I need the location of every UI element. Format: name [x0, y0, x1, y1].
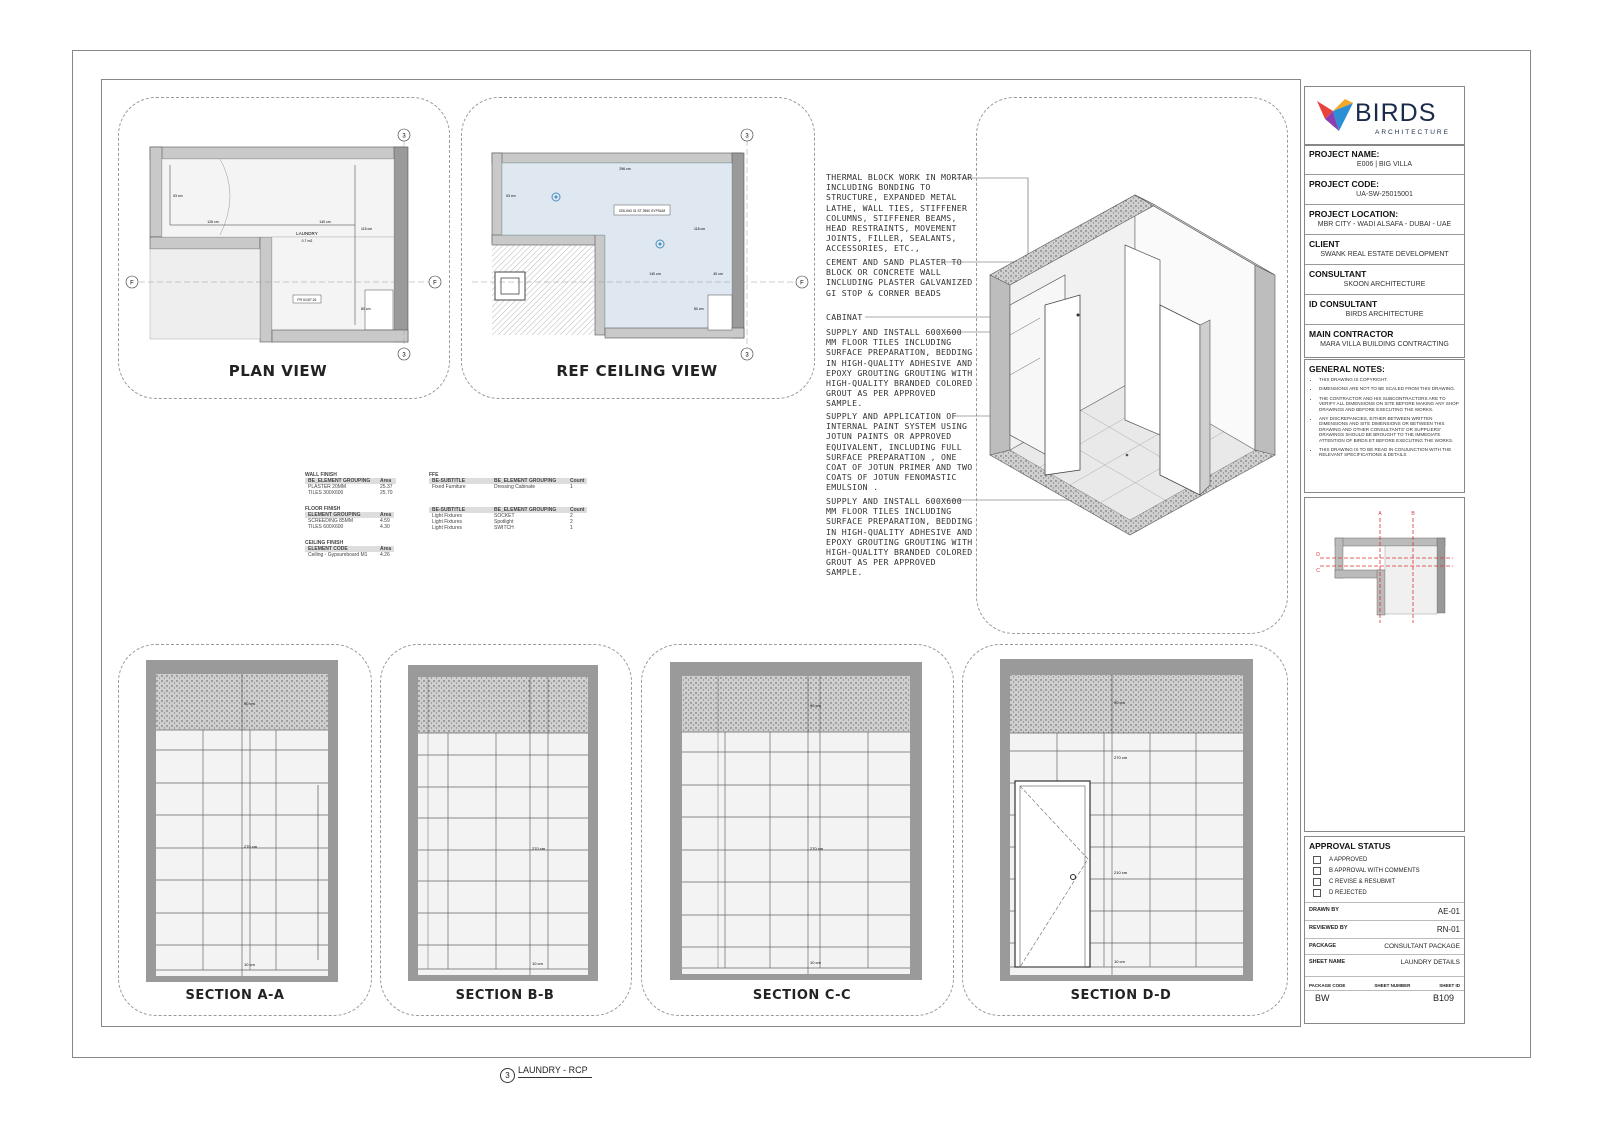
reviewed-by-value: RN-01 — [1436, 925, 1460, 934]
key-plan-label-a: A — [1378, 511, 1382, 517]
sec-d-dim-bottom: 10 cm — [1114, 959, 1125, 964]
field-consultant — [1305, 265, 1464, 295]
footer-view-number-circle: 3 — [500, 1068, 515, 1083]
field-project-location — [1305, 205, 1464, 235]
approval-label: D REJECTED — [1329, 890, 1367, 896]
note-paint-system: SUPPLY AND APPLICATION OF INTERNAL PAINT SYSTEM USING JOTUN PAINTS OR APPROVED EQUIVALENT, INCLUDING FULL SURFACE PREPARATION , ONE COAT OF JOTUN PRIMER AND TWO COATS OF JOTUN FENOMASTIC EMULSION . — [826, 411, 973, 493]
key-plan-box — [1304, 497, 1465, 832]
field-value: UA-SW-25015001 — [1356, 191, 1413, 198]
col-header: Count — [570, 478, 585, 484]
approval-option-d[interactable] — [1313, 889, 1456, 897]
section-d-title: SECTION D-D — [1070, 988, 1172, 1003]
col-header: Count — [570, 507, 585, 513]
field-id-consultant — [1305, 295, 1464, 325]
field-label: CLIENT — [1309, 239, 1340, 249]
table-cell: 2 — [570, 513, 573, 519]
package-code-label: PACKAGE CODE — [1309, 983, 1346, 988]
table-cell: Light Fixtures — [432, 525, 463, 531]
plan-dim-3: 115 cm — [361, 227, 373, 231]
field-value: MARA VILLA BUILDING CONTRACTING — [1320, 341, 1449, 348]
sec-d-dim-door: 210 cm — [1114, 870, 1128, 875]
table-cell: SCREEDING 85MM — [308, 518, 354, 524]
table-cell: Light Fixtures — [432, 513, 463, 519]
ceiling-finish-title: CEILING FINISH — [305, 540, 344, 546]
approval-label: C REVISE & RESUBMIT — [1329, 879, 1396, 885]
sec-d-dim-mid: 270 cm — [1114, 755, 1128, 760]
sheet-id-value: B109 — [1432, 993, 1454, 1003]
logo-text: BIRDS — [1355, 99, 1437, 127]
plan-tag: FR 01/07.01 — [297, 298, 317, 302]
field-project-name — [1305, 145, 1464, 175]
table-cell: Fixed Furniture — [432, 484, 466, 490]
col-header: Area — [380, 478, 392, 484]
field-label: PROJECT CODE: — [1309, 179, 1379, 189]
table-cell: 1 — [570, 525, 573, 531]
key-plan-label-c: C — [1316, 568, 1320, 574]
section-b-drawing — [408, 665, 598, 981]
logo-subtext: ARCHITECTURE — [1375, 129, 1450, 136]
field-label: ID CONSULTANT — [1309, 299, 1378, 309]
general-note: • DIMENSIONS ARE NOT TO BE SCALED FROM THIS DRAWING. — [1319, 386, 1460, 391]
general-notes-box — [1304, 359, 1465, 493]
key-plan-label-d: D — [1316, 552, 1320, 558]
approval-checkbox[interactable] — [1313, 878, 1321, 886]
table-cell: 4.30 — [380, 524, 390, 530]
field-value: BIRDS ARCHITECTURE — [1345, 311, 1424, 318]
sheet-number-label: SHEET NUMBER — [1374, 983, 1411, 988]
rcp-ceiling-tag: CEILING 01 ST 2550 GYPSUM — [618, 209, 666, 213]
key-plan-drawing — [1315, 508, 1455, 628]
sheet-name-value: LAUNDRY DETAILS — [1400, 959, 1460, 966]
approval-option-a[interactable] — [1313, 856, 1456, 864]
rcp-dim-4: 118 cm — [694, 227, 706, 231]
title-block — [1302, 82, 1467, 1024]
rcp-grid-3-top: 3 — [745, 133, 749, 140]
section-b-title: SECTION B-B — [455, 988, 555, 1003]
col-header: BE-SUBTITLE — [432, 507, 466, 513]
note-cabinat: CABINAT — [826, 312, 863, 322]
sec-a-dim-bottom: 10 cm — [244, 962, 255, 967]
package-label: PACKAGE — [1309, 943, 1337, 949]
section-c-drawing — [670, 662, 922, 980]
approval-title: APPROVAL STATUS — [1309, 841, 1391, 851]
plan-grid-3-top: 3 — [402, 133, 406, 140]
field-client — [1305, 235, 1464, 265]
logo-box — [1304, 86, 1465, 146]
general-note: • THIS DRAWING IS TO BE READ IN CONJUNCTION WITH THE RELEVANT SPECIFICATIONS & DETAILS — [1319, 447, 1460, 458]
table-cell: Light Fixtures — [432, 519, 463, 525]
plan-grid-3-bottom: 3 — [402, 352, 406, 359]
plan-grid-f-left: F — [130, 280, 134, 287]
sec-b-dim-bottom: 10 cm — [532, 961, 543, 966]
section-a-drawing — [146, 660, 338, 982]
ffe-title: FFE — [429, 472, 439, 478]
field-label: PROJECT LOCATION: — [1309, 209, 1399, 219]
approval-checkbox[interactable] — [1313, 856, 1321, 864]
table-cell: Spotlight — [494, 519, 514, 525]
sec-b-dim-mid: 270 cm — [532, 846, 546, 851]
plan-dim-1: 126 cm — [207, 220, 219, 224]
field-value: SWANK REAL ESTATE DEVELOPMENT — [1320, 251, 1449, 258]
field-project-code — [1305, 175, 1464, 205]
table-cell: SOCKET — [494, 513, 515, 519]
col-header: Area — [380, 512, 392, 518]
plan-room-label: LAUNDRY — [296, 231, 318, 236]
rcp-view-title: REF CEILING VIEW — [556, 362, 718, 380]
approval-option-b[interactable] — [1313, 867, 1456, 875]
table-cell: 4.26 — [380, 552, 390, 558]
general-note: • THIS DRAWING IS COPYRIGHT. — [1319, 377, 1460, 382]
approval-label: B APPROVAL WITH COMMENTS — [1329, 868, 1420, 874]
drawn-by-row — [1305, 903, 1464, 921]
table-cell: 25.70 — [380, 490, 393, 496]
sheet-id-label: SHEET ID — [1439, 983, 1460, 988]
floor-finish-title: FLOOR FINISH — [305, 506, 341, 512]
sec-a-dim-mid: 270 cm — [244, 844, 258, 849]
section-c-title: SECTION C-C — [752, 988, 852, 1003]
sheet-name-label: SHEET NAME — [1309, 959, 1346, 965]
table-cell: 25.37 — [380, 484, 393, 490]
plan-dim-4: 80 cm — [361, 307, 371, 311]
col-header: BE_ELEMENT GROUPING — [308, 478, 371, 484]
table-cell: 1 — [570, 484, 573, 490]
package-code-value: BW — [1315, 993, 1330, 1003]
rcp-dim-3: 140 cm — [649, 272, 661, 276]
rcp-grid-3-bottom: 3 — [745, 352, 749, 359]
note-cement-plaster: CEMENT AND SAND PLASTER TO BLOCK OR CONCRETE WALL INCLUDING PLASTER GALVANIZED GI STOP & CORNER BEADS — [826, 257, 973, 298]
footer-view-tag — [500, 1065, 610, 1084]
approval-checkbox[interactable] — [1313, 889, 1321, 897]
approval-option-c[interactable] — [1313, 878, 1456, 886]
col-header: ELEMENT CODE — [308, 546, 348, 552]
general-note: • ANY DISCREPANCIES, EITHER BETWEEN WRITTEN DIMENSIONS AND SITE DIMENSIONS OR BETWEEN THIS DRAWING AND OTHER CONSULTANTS' OR SUPPLIERS' DRAWINGS SHOULD BE BROUGHT TO THE IMMEDIATE ATTENTION OF BIRDS ET BEFORE EXECUTING THE WORKS. — [1319, 416, 1460, 443]
field-main-contractor — [1305, 325, 1464, 355]
section-d-drawing — [1000, 659, 1253, 981]
sec-a-dim-top: 90 cm — [244, 701, 255, 706]
sec-d-dim-top: 90 cm — [1114, 700, 1125, 705]
field-value: MBR CITY - WADI ALSAFA - DUBAI - UAE — [1317, 221, 1452, 228]
sec-c-dim-top: 90 cm — [810, 703, 821, 708]
plan-dim-5: 93 cm — [173, 194, 183, 198]
approval-label: A APPROVED — [1329, 857, 1368, 863]
footer-view-label: LAUNDRY - RCP — [518, 1065, 592, 1078]
sheet-name-row — [1305, 955, 1464, 977]
package-value: CONSULTANT PACKAGE — [1384, 943, 1460, 950]
plan-room-area: 0.7 m2 — [301, 239, 313, 243]
col-header: BE-SUBTITLE — [432, 478, 466, 484]
rcp-dim-1: 296 cm — [619, 167, 631, 171]
col-header: Area — [380, 546, 392, 552]
isometric-drawing — [985, 185, 1280, 545]
field-value: SKOON ARCHITECTURE — [1343, 281, 1426, 288]
sec-c-dim-mid: 270 cm — [810, 846, 824, 851]
plan-view-title: PLAN VIEW — [228, 362, 328, 380]
plan-grid-f-right: F — [433, 280, 437, 287]
approval-checkbox[interactable] — [1313, 867, 1321, 875]
table-cell: TILES 300X600 — [308, 490, 344, 496]
table-cell: 4.59 — [380, 518, 390, 524]
table-cell: 2 — [570, 519, 573, 525]
col-header: ELEMENT GROUPING — [308, 512, 361, 518]
drawn-by-label: DRAWN BY — [1309, 907, 1339, 913]
sec-c-dim-bottom: 10 cm — [810, 960, 821, 965]
field-value: E006 | BIG VILLA — [1356, 161, 1413, 168]
project-info-box — [1304, 144, 1465, 358]
field-label: CONSULTANT — [1309, 269, 1367, 279]
approval-box — [1304, 836, 1465, 1024]
table-cell: PLASTER 20MM — [308, 484, 347, 490]
rcp-dim-2: 93 cm — [506, 194, 516, 198]
package-row — [1305, 939, 1464, 955]
note-floor-tiles-1: SUPPLY AND INSTALL 600X600 MM FLOOR TILES INCLUDING SURFACE PREPARATION, BEDDING IN HIGH-QUALITY ADHESIVE AND EPOXY GROUTING GROUTING WITH HIGH-QUALITY BRANDED COLORED GROUT AS PER APPROVED SAMPLE. — [826, 327, 973, 409]
field-label: MAIN CONTRACTOR — [1309, 329, 1394, 339]
birds-logo-icon — [1315, 97, 1355, 137]
col-header: BE_ELEMENT GROUPING — [494, 507, 557, 513]
reviewed-by-row — [1305, 921, 1464, 939]
rcp-dim-6: 80 cm — [694, 307, 704, 311]
drawn-by-value: AE-01 — [1437, 907, 1460, 916]
note-thermal-block: THERMAL BLOCK WORK IN MORTAR INCLUDING BONDING TO STRUCTURE, EXPANDED METAL LATHE, WALL TIES, STIFFENER COLUMNS, STIFFENER BEAMS, HEAD RESTRAINTS, MOVEMENT JOINTS, FILLER, SEALANTS, ACCESSORIES, ETC., — [826, 172, 973, 254]
reviewed-by-label: REVIEWED BY — [1309, 925, 1348, 931]
general-note: • THE CONTRACTOR AND HIS SUBCONTRACTORS ARE TO VERIFY ALL DIMENSIONS ON SITE BEFORE MAKING ANY SHOP DRAWINGS AND BEFORE EXECUTING THE WORKS. — [1319, 396, 1460, 412]
table-cell: Ceiling - Gypsumboard M1 — [308, 552, 368, 558]
table-cell: Dressing Cabinate — [494, 484, 536, 490]
rcp-grid-f: F — [800, 280, 804, 287]
field-label: PROJECT NAME: — [1309, 149, 1380, 159]
table-cell: SWITCH — [494, 525, 514, 531]
note-floor-tiles-2: SUPPLY AND INSTALL 600X600 MM FLOOR TILES INCLUDING SURFACE PREPARATION, BEDDING IN HIGH-QUALITY ADHESIVE AND EPOXY GROUTING GROUTING WITH HIGH-QUALITY BRANDED COLORED GROUT AS PER APPROVED SAMPLE. — [826, 496, 973, 578]
rcp-dim-5: 40 cm — [713, 272, 723, 276]
section-a-title: SECTION A-A — [185, 988, 285, 1003]
col-header: BE_ELEMENT GROUPING — [494, 478, 557, 484]
table-cell: TILES 600X600 — [308, 524, 344, 530]
wall-finish-title: WALL FINISH — [305, 472, 337, 478]
key-plan-label-b: B — [1411, 511, 1415, 517]
plan-dim-2: 140 cm — [319, 220, 331, 224]
general-notes-title: GENERAL NOTES: — [1309, 364, 1385, 374]
